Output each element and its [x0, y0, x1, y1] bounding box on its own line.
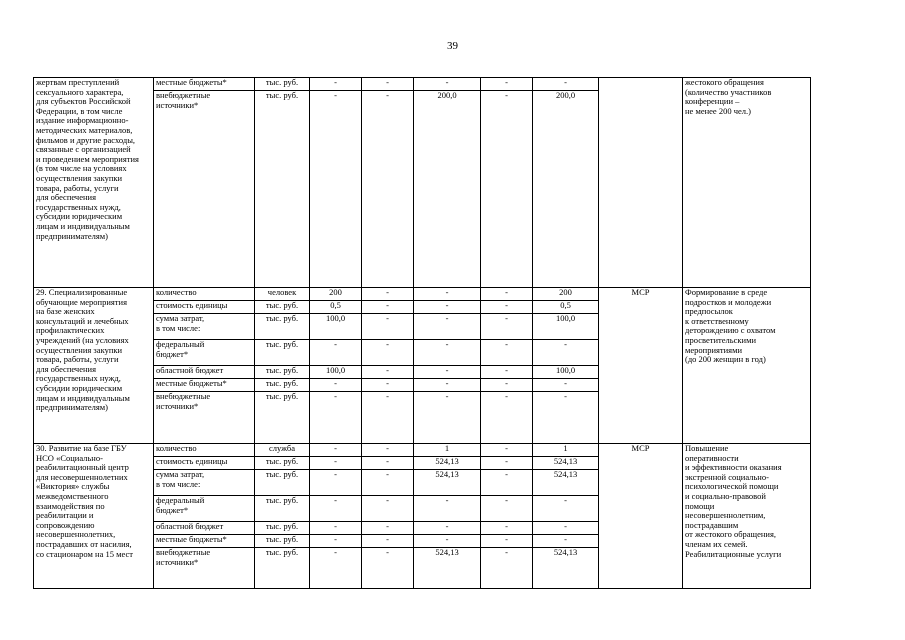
unit-cell: тыс. руб. [255, 314, 310, 340]
measure-description: 29. Специализированные обучающие мероприятия на базе женских консультаций и лечебных профилактических учреждений (на условиях осуществления закупки товара, работы, услуги для обеспечения государственных нужд, субсидии юридическим лицам и индивидуальным предпринимателям) [34, 288, 154, 444]
value-cell: - [414, 340, 481, 366]
measure-description: 30. Развитие на базе ГБУ НСО «Социально- реабилитационный центр для несовершеннолетних «Виктория» службы межведомственного взаимодействия по реабилитации и сопровождению несовершеннолетних, пострадавших от насилия, со стационаром на 15 мест [34, 444, 154, 589]
indicator-cell: местные бюджеты* [154, 379, 255, 392]
value-cell: - [310, 470, 362, 496]
value-cell: 100,0 [533, 314, 599, 340]
unit-cell: тыс. руб. [255, 91, 310, 288]
unit-cell: тыс. руб. [255, 522, 310, 535]
value-cell: 524,13 [533, 470, 599, 496]
indicator-cell: количество [154, 288, 255, 301]
value-cell: - [414, 392, 481, 444]
value-cell: - [414, 535, 481, 548]
unit-cell: служба [255, 444, 310, 457]
expected-result: жестокого обращения (количество участников конференции – не менее 200 чел.) [683, 78, 811, 288]
value-cell: - [310, 392, 362, 444]
indicator-cell: сумма затрат, в том числе: [154, 470, 255, 496]
value-cell: - [362, 392, 414, 444]
value-cell: - [481, 340, 533, 366]
value-cell: - [362, 340, 414, 366]
value-cell: - [481, 379, 533, 392]
value-cell: 0,5 [310, 301, 362, 314]
value-cell: - [533, 522, 599, 535]
indicator-cell: внебюджетные источники* [154, 91, 255, 288]
value-cell: - [310, 548, 362, 589]
value-cell: - [481, 91, 533, 288]
unit-cell: тыс. руб. [255, 392, 310, 444]
value-cell: - [533, 340, 599, 366]
expected-result: Формирование в среде подростков и молодежи предпосылок к ответственному деторождению с охватом просветительскими мероприятиями (до 200 женщин в год) [683, 288, 811, 444]
page-number: 39 [447, 40, 458, 52]
value-cell: - [481, 457, 533, 470]
value-cell: 524,13 [533, 457, 599, 470]
indicator-cell: стоимость единицы [154, 457, 255, 470]
value-cell: - [481, 522, 533, 535]
indicator-cell: местные бюджеты* [154, 78, 255, 91]
indicator-cell: количество [154, 444, 255, 457]
executor-cell: МСР [599, 288, 683, 444]
value-cell: - [310, 78, 362, 91]
unit-cell: тыс. руб. [255, 496, 310, 522]
value-cell: 200,0 [414, 91, 481, 288]
value-cell: - [310, 522, 362, 535]
indicator-cell: стоимость единицы [154, 301, 255, 314]
value-cell: - [310, 340, 362, 366]
value-cell: 100,0 [533, 366, 599, 379]
value-cell: - [362, 457, 414, 470]
value-cell: - [310, 379, 362, 392]
value-cell: - [362, 470, 414, 496]
value-cell: 1 [533, 444, 599, 457]
value-cell: 524,13 [414, 457, 481, 470]
value-cell: 0,5 [533, 301, 599, 314]
value-cell: - [362, 288, 414, 301]
value-cell: - [481, 535, 533, 548]
value-cell: - [362, 496, 414, 522]
indicator-cell: федеральный бюджет* [154, 340, 255, 366]
value-cell: - [414, 301, 481, 314]
value-cell: - [481, 444, 533, 457]
value-cell: 200 [310, 288, 362, 301]
unit-cell: тыс. руб. [255, 340, 310, 366]
table-row [34, 78, 811, 91]
value-cell: - [362, 91, 414, 288]
value-cell: - [362, 522, 414, 535]
indicator-cell: сумма затрат, в том числе: [154, 314, 255, 340]
program-table [33, 77, 811, 589]
indicator-cell: областной бюджет [154, 366, 255, 379]
value-cell: - [481, 314, 533, 340]
value-cell: - [310, 535, 362, 548]
value-cell: - [362, 535, 414, 548]
unit-cell: тыс. руб. [255, 379, 310, 392]
unit-cell: тыс. руб. [255, 535, 310, 548]
value-cell: - [310, 444, 362, 457]
value-cell: - [533, 379, 599, 392]
value-cell: - [362, 366, 414, 379]
value-cell: - [481, 288, 533, 301]
value-cell: - [481, 78, 533, 91]
unit-cell: тыс. руб. [255, 470, 310, 496]
value-cell: - [533, 78, 599, 91]
value-cell: - [533, 392, 599, 444]
value-cell: - [533, 496, 599, 522]
value-cell: - [362, 379, 414, 392]
value-cell: - [414, 522, 481, 535]
expected-result: Повышение оперативности и эффективности оказания экстренной социально- психологической помощи и социально-правовой помощи несовершеннолетним, пострадавшим от жестокого обращения, членам их семей. Реабилитационные услуги [683, 444, 811, 589]
value-cell: - [481, 392, 533, 444]
executor-cell: МСР [599, 444, 683, 589]
value-cell: - [362, 78, 414, 91]
value-cell: 100,0 [310, 366, 362, 379]
indicator-cell: областной бюджет [154, 522, 255, 535]
value-cell: 200,0 [533, 91, 599, 288]
value-cell: - [414, 288, 481, 301]
value-cell: 100,0 [310, 314, 362, 340]
value-cell: - [414, 314, 481, 340]
value-cell: 524,13 [414, 470, 481, 496]
value-cell: - [310, 496, 362, 522]
indicator-cell: федеральный бюджет* [154, 496, 255, 522]
value-cell: 200 [533, 288, 599, 301]
unit-cell: тыс. руб. [255, 366, 310, 379]
indicator-cell: местные бюджеты* [154, 535, 255, 548]
value-cell: - [481, 496, 533, 522]
table-row [34, 288, 811, 301]
indicator-cell: внебюджетные источники* [154, 548, 255, 589]
value-cell: 524,13 [414, 548, 481, 589]
value-cell: - [414, 366, 481, 379]
value-cell: - [362, 314, 414, 340]
indicator-cell: внебюджетные источники* [154, 392, 255, 444]
unit-cell: тыс. руб. [255, 548, 310, 589]
value-cell: - [310, 91, 362, 288]
value-cell: 1 [414, 444, 481, 457]
value-cell: - [414, 78, 481, 91]
unit-cell: тыс. руб. [255, 78, 310, 91]
value-cell: - [414, 496, 481, 522]
value-cell: - [481, 548, 533, 589]
measure-description: жертвам преступлений сексуального характера, для субъектов Российской Федерации, в том числе издание информационно- методических материалов, фильмов и другие расходы, связанные с организацией и проведением мероприятия (в том числе на условиях осуществления закупки товара, работы, услуги для обеспечения государственных нужд, субсидии юридическим лицам и индивидуальным предпринимателям) [34, 78, 154, 288]
unit-cell: тыс. руб. [255, 301, 310, 314]
value-cell: - [310, 457, 362, 470]
value-cell: - [362, 444, 414, 457]
value-cell: - [414, 379, 481, 392]
value-cell: - [481, 470, 533, 496]
value-cell: - [362, 301, 414, 314]
unit-cell: тыс. руб. [255, 457, 310, 470]
table-row [34, 444, 811, 457]
value-cell: 524,13 [533, 548, 599, 589]
value-cell: - [481, 301, 533, 314]
value-cell: - [362, 548, 414, 589]
executor-cell [599, 78, 683, 288]
value-cell: - [533, 535, 599, 548]
value-cell: - [481, 366, 533, 379]
unit-cell: человек [255, 288, 310, 301]
